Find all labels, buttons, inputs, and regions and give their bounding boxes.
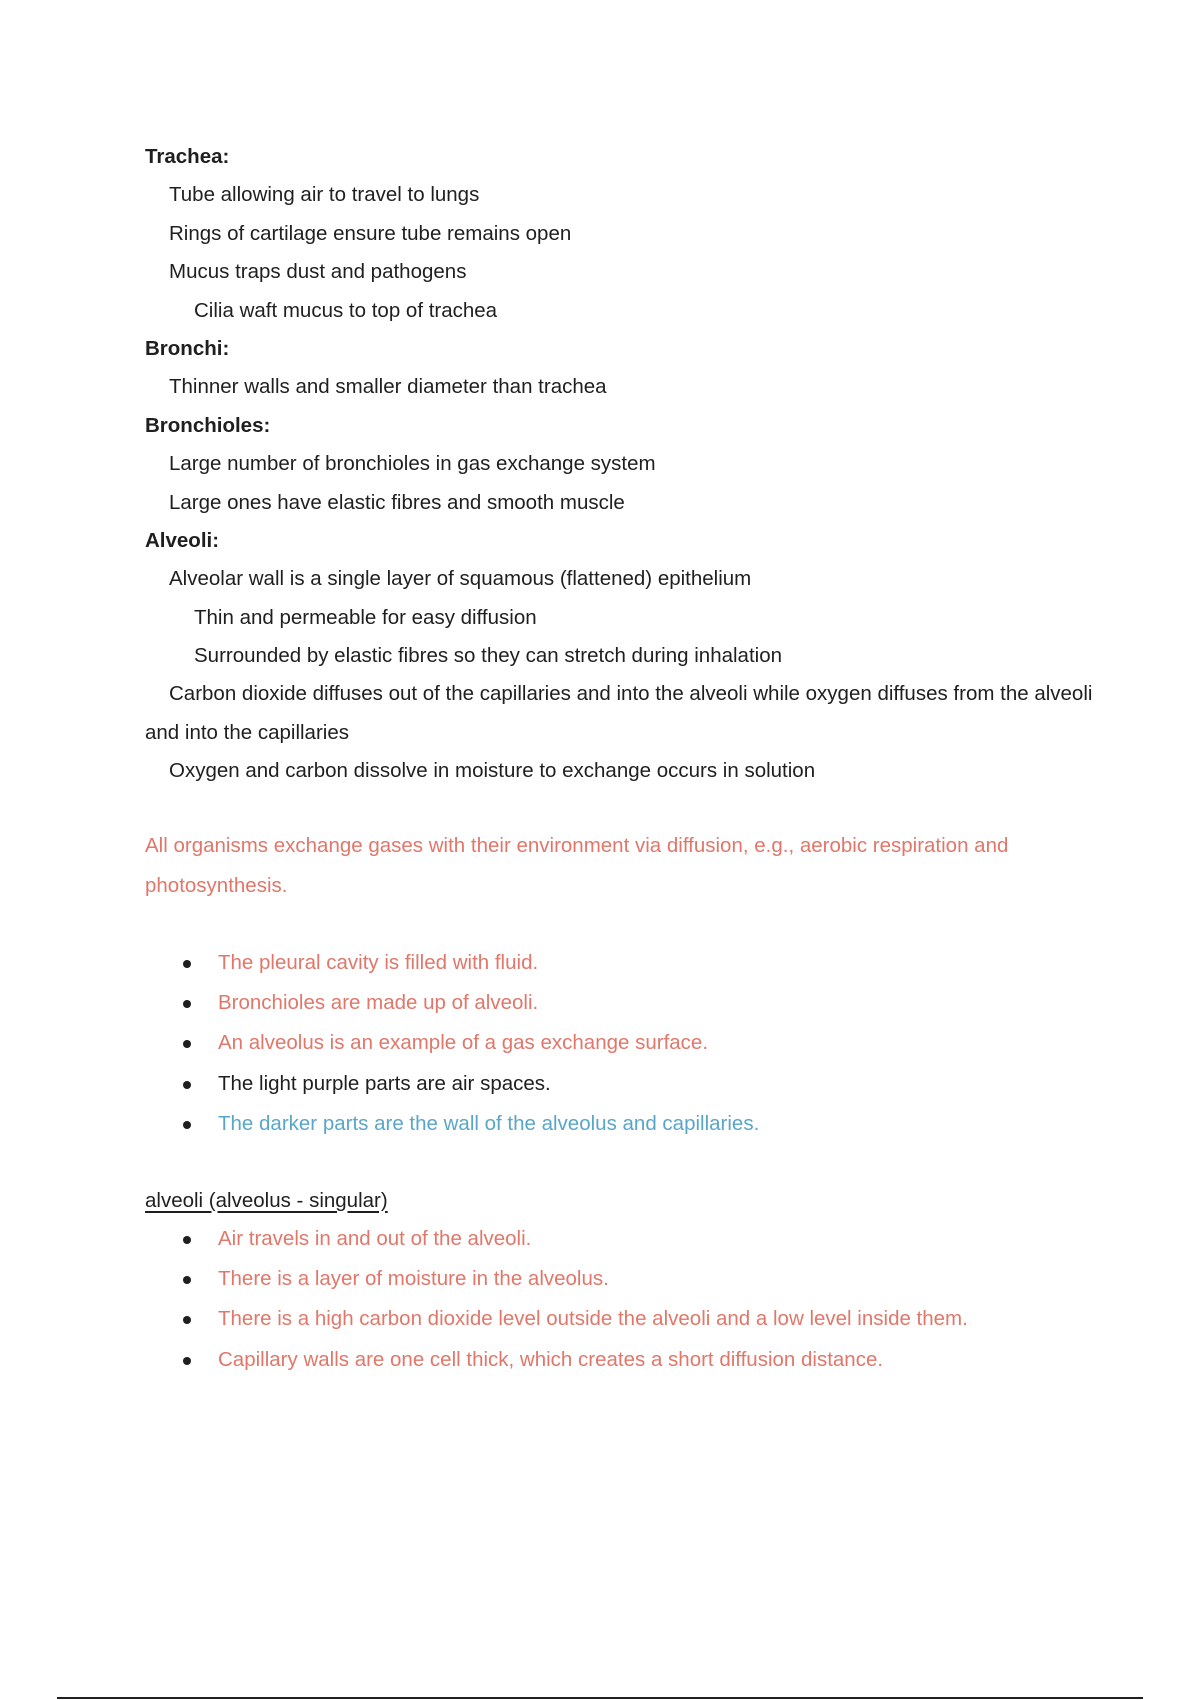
bullet-icon bbox=[183, 1236, 191, 1244]
note-subline: Surrounded by elastic fibres so they can stretch during inhalation bbox=[194, 644, 783, 668]
note-line: Mucus traps dust and pathogens bbox=[169, 260, 467, 284]
list-item: An alveolus is an example of a gas exchange surface. bbox=[145, 1023, 1105, 1063]
bullet-icon bbox=[183, 1276, 191, 1284]
note-line: Large ones have elastic fibres and smooth muscle bbox=[169, 490, 625, 514]
note-line: Large number of bronchioles in gas exchange system bbox=[169, 452, 656, 476]
list-item: Air travels in and out of the alveoli. bbox=[145, 1219, 1105, 1259]
bullet-icon bbox=[183, 1357, 191, 1365]
list-item: The darker parts are the wall of the alveolus and capillaries. bbox=[145, 1104, 1105, 1144]
note-subline: Cilia waft mucus to top of trachea bbox=[194, 298, 498, 322]
heading-bronchioles: Bronchioles: bbox=[145, 413, 271, 437]
bullet-icon bbox=[183, 960, 191, 968]
bullet-icon bbox=[183, 1081, 191, 1089]
note-line-wrapped: Carbon dioxide diffuses out of the capillaries and into the alveoli while oxygen diffuses from the alveoli and into the capillaries bbox=[145, 682, 1093, 744]
subheading-alveoli: alveoli (alveolus - singular) bbox=[145, 1188, 388, 1212]
list-item: Bronchioles are made up of alveoli. bbox=[145, 983, 1105, 1023]
list-item: There is a high carbon dioxide level outside the alveoli and a low level inside them. bbox=[145, 1299, 1105, 1339]
bullet-list-facts bbox=[145, 943, 1105, 1145]
bullet-icon bbox=[183, 1316, 191, 1324]
list-item: The pleural cavity is filled with fluid. bbox=[145, 943, 1105, 983]
list-item: The light purple parts are air spaces. bbox=[145, 1064, 1105, 1104]
intro-paragraph: All organisms exchange gases with their environment via diffusion, e.g., aerobic respiration and photosynthesis. bbox=[145, 833, 1009, 897]
note-subline: Thin and permeable for easy diffusion bbox=[194, 605, 537, 629]
note-line: Alveolar wall is a single layer of squamous (flattened) epithelium bbox=[169, 567, 752, 591]
note-line: Rings of cartilage ensure tube remains open bbox=[169, 221, 572, 245]
note-line: Oxygen and carbon dissolve in moisture to exchange occurs in solution bbox=[169, 759, 816, 783]
page-bottom-rule bbox=[57, 1697, 1143, 1699]
heading-trachea: Trachea: bbox=[145, 145, 230, 168]
note-line: Tube allowing air to travel to lungs bbox=[169, 183, 480, 207]
bullet-list-alveoli bbox=[145, 1219, 1105, 1381]
note-line: Thinner walls and smaller diameter than trachea bbox=[169, 375, 607, 399]
heading-alveoli: Alveoli: bbox=[145, 528, 220, 552]
bullet-icon bbox=[183, 1040, 191, 1048]
list-item: There is a layer of moisture in the alveolus. bbox=[145, 1259, 1105, 1299]
heading-bronchi: Bronchi: bbox=[145, 336, 230, 360]
bullet-icon bbox=[183, 1121, 191, 1129]
document-page bbox=[145, 138, 1105, 1380]
bullet-icon bbox=[183, 1000, 191, 1008]
list-item: Capillary walls are one cell thick, which creates a short diffusion distance. bbox=[145, 1340, 1105, 1380]
